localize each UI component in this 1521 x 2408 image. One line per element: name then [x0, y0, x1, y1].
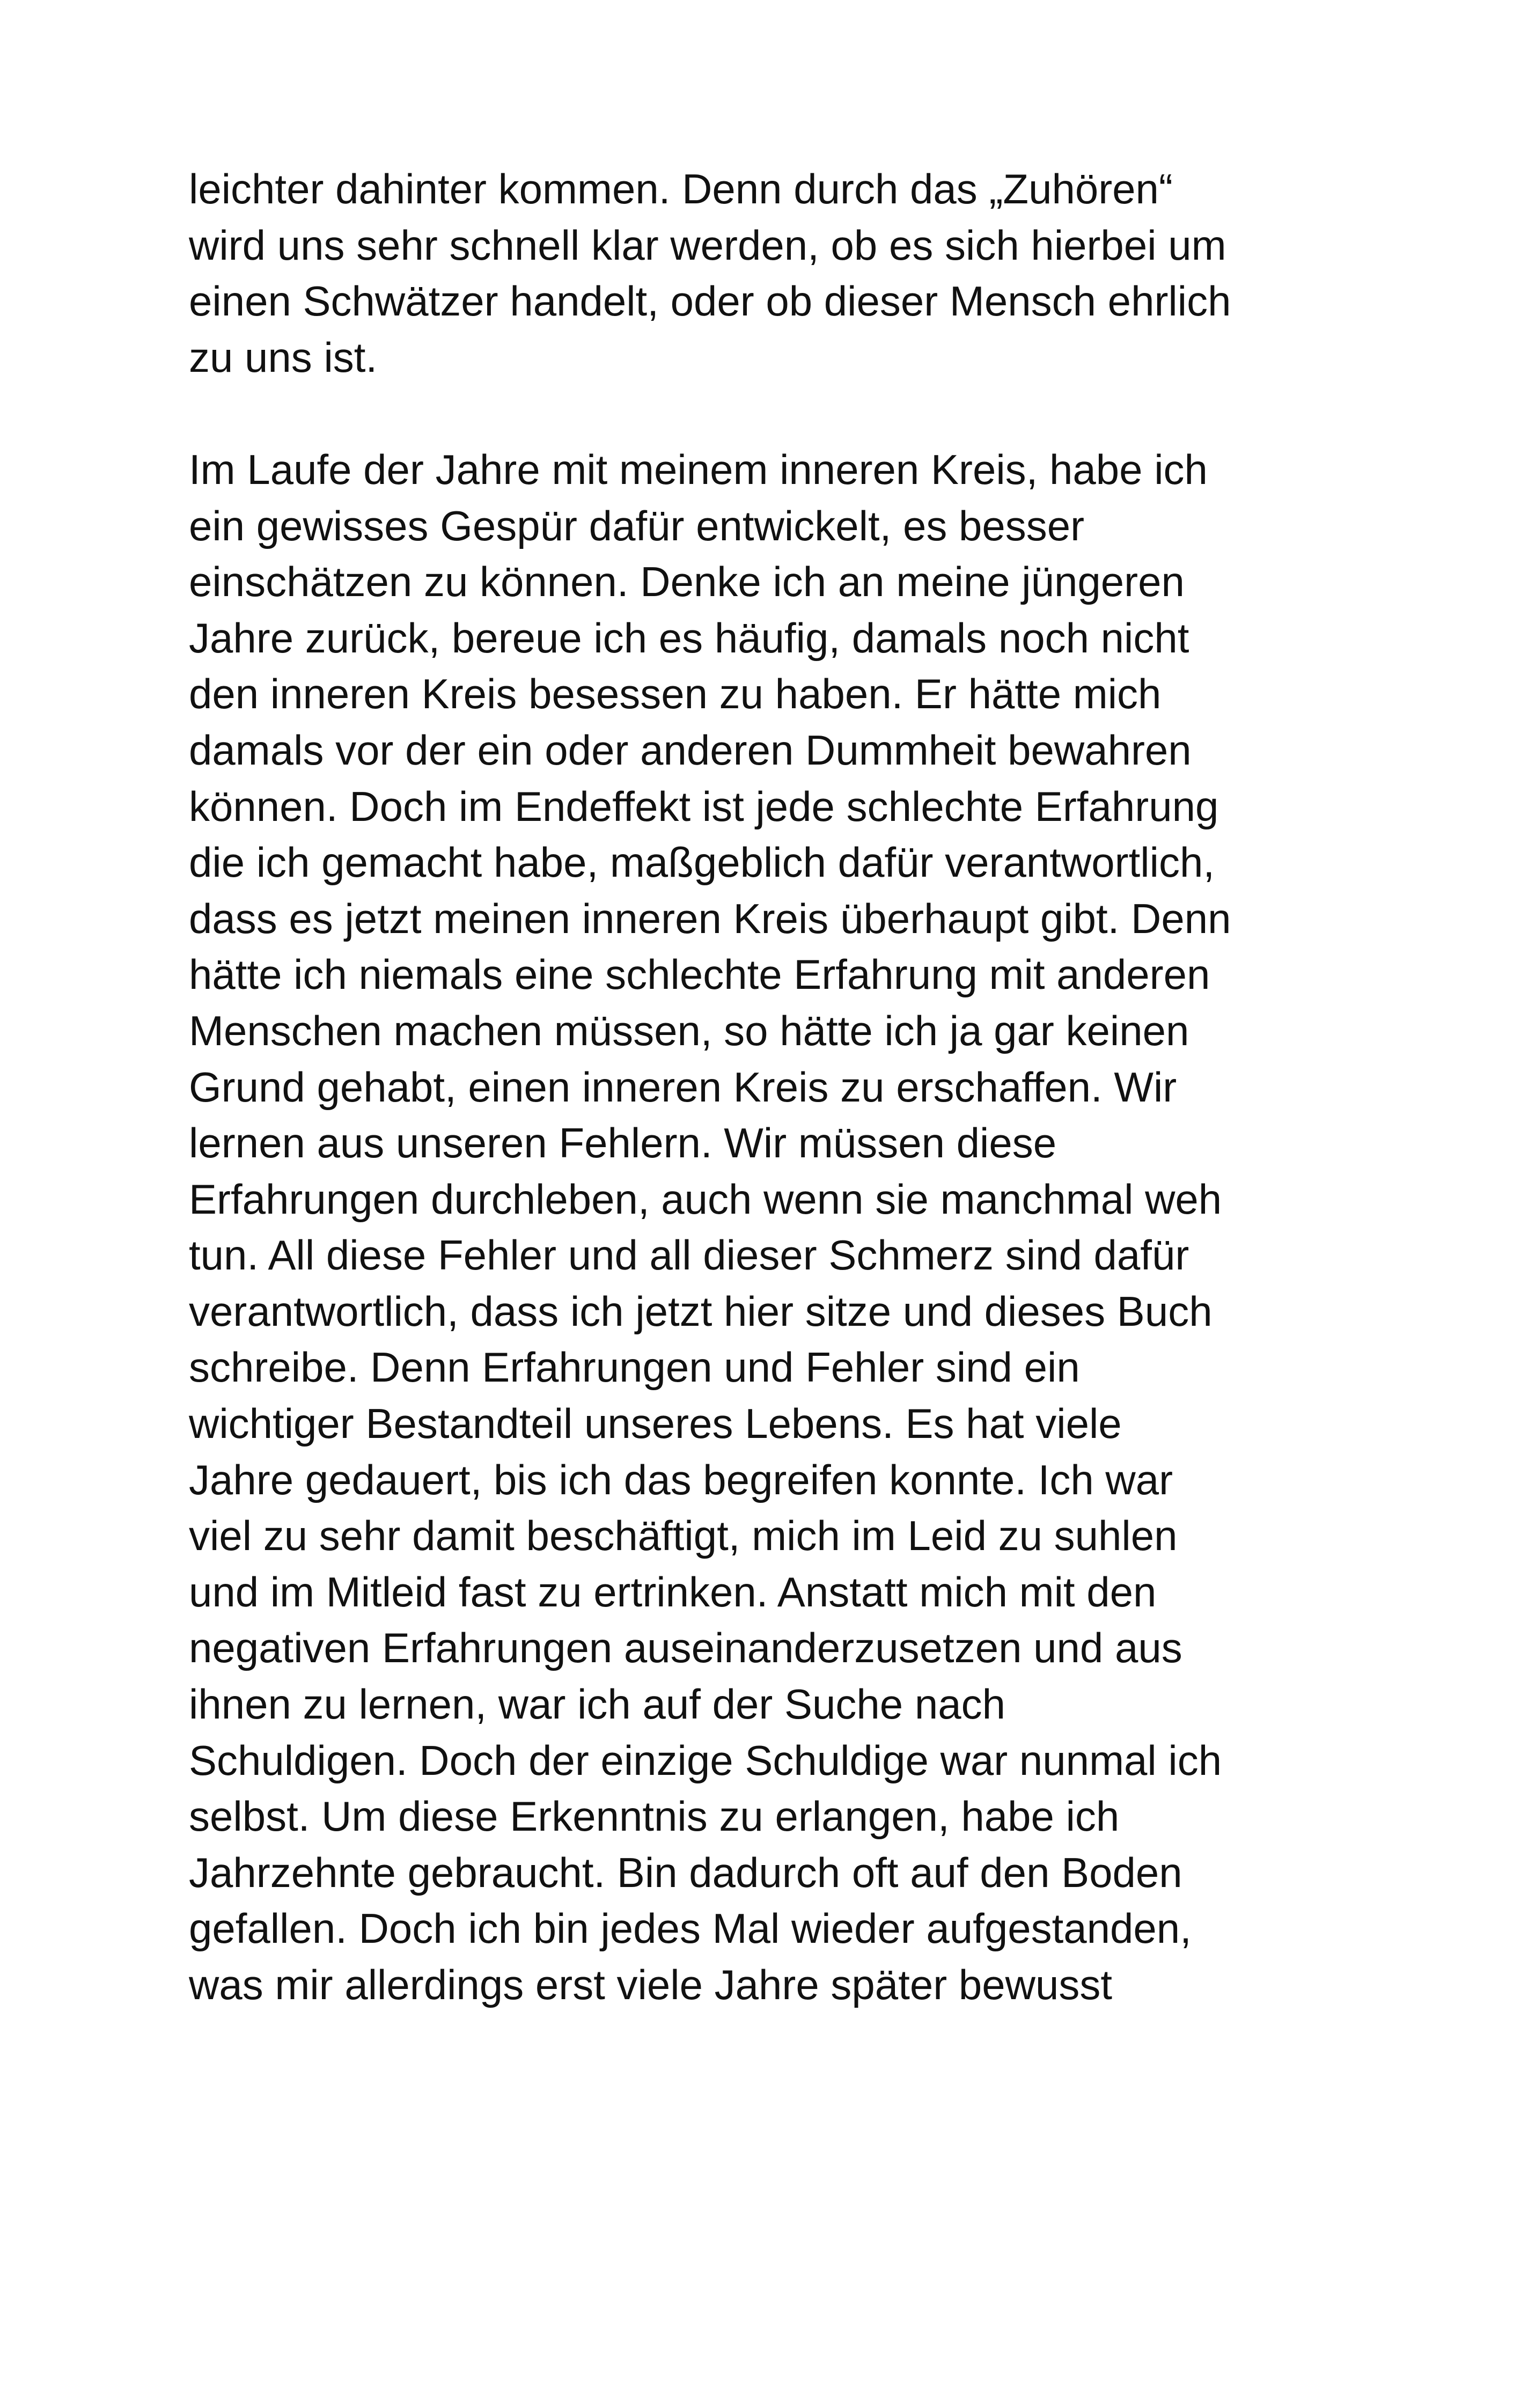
text-line: ihnen zu lernen, war ich auf der Suche nach — [189, 1680, 1005, 1728]
text-line: selbst. Um diese Erkenntnis zu erlangen, habe ich — [189, 1793, 1120, 1840]
text-line: wichtiger Bestandteil unseres Lebens. Es hat viele — [189, 1400, 1122, 1448]
text-line: den inneren Kreis besessen zu haben. Er hätte mich — [189, 670, 1162, 718]
body-text — [189, 161, 1342, 2013]
text-line: Jahrzehnte gebraucht. Bin dadurch oft auf den Boden — [189, 1848, 1182, 1896]
text-line: zu uns ist. — [189, 333, 378, 381]
text-line: verantwortlich, dass ich jetzt hier sitze und dieses Buch — [189, 1287, 1213, 1335]
text-line: viel zu sehr damit beschäftigt, mich im Leid zu suhlen — [189, 1512, 1178, 1560]
text-line: hätte ich niemals eine schlechte Erfahrung mit anderen — [189, 951, 1210, 999]
text-line: gefallen. Doch ich bin jedes Mal wieder aufgestanden, — [189, 1905, 1192, 1952]
text-line: einen Schwätzer handelt, oder ob dieser Mensch ehrlich — [189, 277, 1231, 325]
text-line: leichter dahinter kommen. Denn durch das „Zuhören“ — [189, 165, 1173, 212]
text-line: wird uns sehr schnell klar werden, ob es sich hierbei um — [189, 221, 1226, 269]
paragraph-gap — [189, 385, 1342, 442]
text-line: und im Mitleid fast zu ertrinken. Anstatt mich mit den — [189, 1568, 1157, 1616]
text-line: negativen Erfahrungen auseinanderzusetzen und aus — [189, 1624, 1182, 1672]
text-line: Im Laufe der Jahre mit meinem inneren Kreis, habe ich — [189, 445, 1208, 493]
text-line: können. Doch im Endeffekt ist jede schlechte Erfahrung — [189, 782, 1219, 830]
text-line: Erfahrungen durchleben, auch wenn sie manchmal weh — [189, 1175, 1222, 1223]
text-line: lernen aus unseren Fehlern. Wir müssen diese — [189, 1119, 1057, 1167]
text-line: schreibe. Denn Erfahrungen und Fehler sind ein — [189, 1344, 1080, 1391]
text-line: tun. All diese Fehler und all dieser Schmerz sind dafür — [189, 1231, 1189, 1279]
text-line: Schuldigen. Doch der einzige Schuldige war nunmal ich — [189, 1736, 1222, 1784]
text-line: Menschen machen müssen, so hätte ich ja gar keinen — [189, 1007, 1189, 1054]
text-line: einschätzen zu können. Denke ich an meine jüngeren — [189, 558, 1185, 606]
paragraph — [189, 442, 1342, 2013]
text-line: Jahre gedauert, bis ich das begreifen konnte. Ich war — [189, 1456, 1173, 1503]
paragraph — [189, 161, 1342, 385]
text-line: die ich gemacht habe, maßgeblich dafür verantwortlich, — [189, 839, 1215, 886]
text-line: dass es jetzt meinen inneren Kreis überhaupt gibt. Denn — [189, 894, 1231, 942]
text-line: Jahre zurück, bereue ich es häufig, damals noch nicht — [189, 614, 1189, 662]
text-line: was mir allerdings erst viele Jahre später bewusst — [189, 1961, 1113, 2008]
text-line: damals vor der ein oder anderen Dummheit bewahren — [189, 726, 1192, 774]
text-line: Grund gehabt, einen inneren Kreis zu erschaffen. Wir — [189, 1063, 1177, 1111]
text-line: ein gewisses Gespür dafür entwickelt, es besser — [189, 502, 1085, 549]
